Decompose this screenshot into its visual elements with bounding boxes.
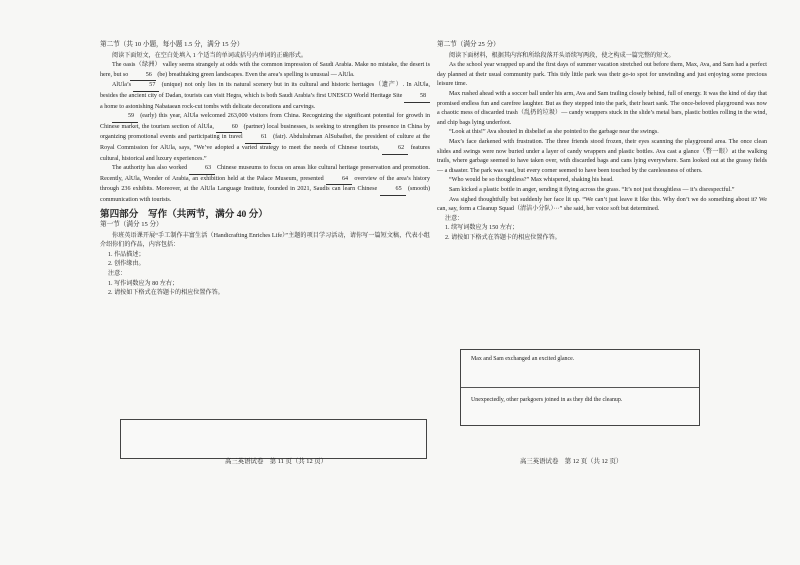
page-footer: 高三英语试卷 第 11 页（共 12 页） (225, 458, 328, 465)
paragraph-opener-2: Unexpectedly, other parkgoers joined in as they did the cleanup. (471, 397, 623, 403)
task-items (100, 251, 430, 270)
notes (100, 270, 430, 299)
passage-paragraph: AlUla’s 57 (unique) not only lies in its natural scenery but in its cultural and historic heritages（遗产）. In AlUla, besides the ancient city of Dadan, tourists can visit Hegra, which is both Saudi Arabia’s first UNESCO World Heritage Site 58 a home to astonishing Nabataean rock-cut tombs with delicate decorations and carvings. (100, 82, 430, 110)
blank-62[interactable]: 62 (382, 144, 408, 155)
continuation-answer-box[interactable] (460, 349, 700, 426)
blank-61[interactable]: 61 (245, 133, 271, 144)
story-paragraph: Ava sighed thoughtfully but suddenly her face lit up. “We can’t just leave it like this. Why don’t we do something about it? We can, say, form a Cleanup Squad（清洁小分队）···” she said, her voice soft but determined. (437, 196, 767, 213)
list-item: 1. 续写词数应为 150 左右； (445, 225, 519, 232)
story-paragraph: Max’s face darkened with frustration. The three friends stood frozen, their eyes scanning the playground area. The once clean slides and swings were now buried under a layer of candy wrappers and plastic bottles. Ava cast a glance（瞥一眼）at the walking trails, where garbage seemed to have taken over, with discarded bags and cans lying everywhere. Sam looked out at the grassy fields — a disaster. The park was vast, but every corner seemed to have been touched by the carelessness of others. (437, 138, 767, 174)
blank-58[interactable]: 58 (404, 92, 430, 103)
instruction-text: 阅读下面材料，根据其内容和所给段落开头语续写两段，使之构成一篇完整的短文。 (449, 52, 675, 59)
story-paragraph: As the school year wrapped up and the first days of summer vacation stretched out before them, Max, Ava, and Sam had a perfect day planned at their usual community park. This tidy little park was their go-to spot for unwinding and just enjoying some precious leisure time. (437, 62, 767, 88)
instruction-text: 阅读下面短文，在空白处填入 1 个适当的单词或括号内单词的正确形式。 (112, 52, 307, 59)
passage-paragraph: 59 (early) this year, AlUla welcomed 263,000 visitors from China. Recognizing the significant potential for growth in Chinese market, the tourism section of AlUla, 60 (partner) local businesses, is seeking to strengthen its presence in China by organizing promotional events and participating in travel 61 (fair). Abdulrahman AlSubaihei, the president of culture at the Royal Commission for AlUla, says, “We’ve adopted a varied strategy to meet the needs of Chinese tourists, 62 features cultural, historical and luxury experiences.” (100, 113, 431, 162)
right-page-column (437, 40, 767, 243)
section-heading: 第一节（满分 15 分） (100, 221, 163, 229)
story-paragraph: Max rushed ahead with a soccer ball under his arm, Ava and Sam trailing closely behind, full of energy. It was the kind of day that promised endless fun and carefree laughter. But as they stepped into the park, their heart sank. The once-beloved playground was now a chaotic mess of discarded trash（乱扔的垃圾）— candy wrappers stuck in the slide’s metal bars, plastic bottles rolling in the wind, and chip bags lying underfoot. (437, 90, 767, 126)
list-item: 2. 请按如下格式在答题卡的相应位置作答。 (445, 234, 561, 241)
story-paragraph: “Who would be so thoughtless?” Max whispered, shaking his head. (449, 177, 614, 184)
paragraph-opener-1: Max and Sam exchanged an excited glance. (471, 356, 575, 362)
answer-box[interactable] (120, 419, 427, 459)
notes (437, 215, 767, 244)
list-item: 1. 写作词数应为 80 左右； (108, 280, 179, 287)
blank-63[interactable]: 63 (189, 164, 215, 175)
blank-60[interactable]: 60 (216, 123, 242, 134)
left-page-column (100, 40, 430, 299)
writing-task-text: 你班英语课开展“手工制作丰富生活（Handicrafting Enriches Life）”主题的项目学习活动，请你写一篇短文稿，代表小组介绍你们的作品，内容包括： (100, 232, 430, 249)
part-heading: 第四部分 写作（共两节，满分 40 分） (100, 208, 268, 220)
story-paragraph: “Look at this!” Ava shouted in disbelief as she pointed to the garbage near the swings. (449, 129, 659, 136)
blank-56[interactable]: 56 (130, 71, 156, 82)
list-item: 2. 请按如下格式在答题卡的相应位置作答。 (108, 290, 224, 297)
blank-64[interactable]: 64 (326, 175, 352, 186)
story-paragraph: Sam kicked a plastic bottle in anger, sending it flying across the grass. “It’s not just thoughtless — it’s disrespectful.” (449, 186, 735, 193)
blank-57[interactable]: 57 (133, 81, 159, 92)
section-heading: 第二节（满分 25 分） (437, 41, 500, 48)
list-item: 1. 作品描述； (108, 251, 145, 258)
notes-heading: 注意： (108, 271, 127, 278)
passage-paragraph: The authority has also worked 63 Chinese museums to focus on areas like cultural heritage preservation and promotion. Recently, AlUla, Wonder of Arabia, an exhibition held at the Palace Museum, presented 64 overview of the area’s history through 236 exhibits. Moreover, at the AlUla Language Institute, founded in 2021, Saudis can learn Chinese 65 (smooth) communication with tourists. (100, 165, 430, 203)
blank-59[interactable]: 59 (112, 112, 138, 123)
page-footer: 高三英语试卷 第 12 页（共 12 页） (520, 458, 623, 465)
divider (461, 387, 699, 388)
blank-65[interactable]: 65 (380, 185, 406, 196)
section-heading: 第二节（共 10 小题，每小题 1.5 分，满分 15 分） (100, 41, 244, 48)
passage-paragraph: The oasis（绿洲） valley seems strangely at odds with the common impression of Saudi Arabia. Make no mistake, the desert is here, but so 56 (be) breathtaking green landscapes. Even the area’s spelling is unusual — AlUla. (100, 61, 430, 81)
list-item: 2. 创作缘由。 (108, 261, 145, 268)
notes-heading: 注意： (445, 215, 464, 222)
